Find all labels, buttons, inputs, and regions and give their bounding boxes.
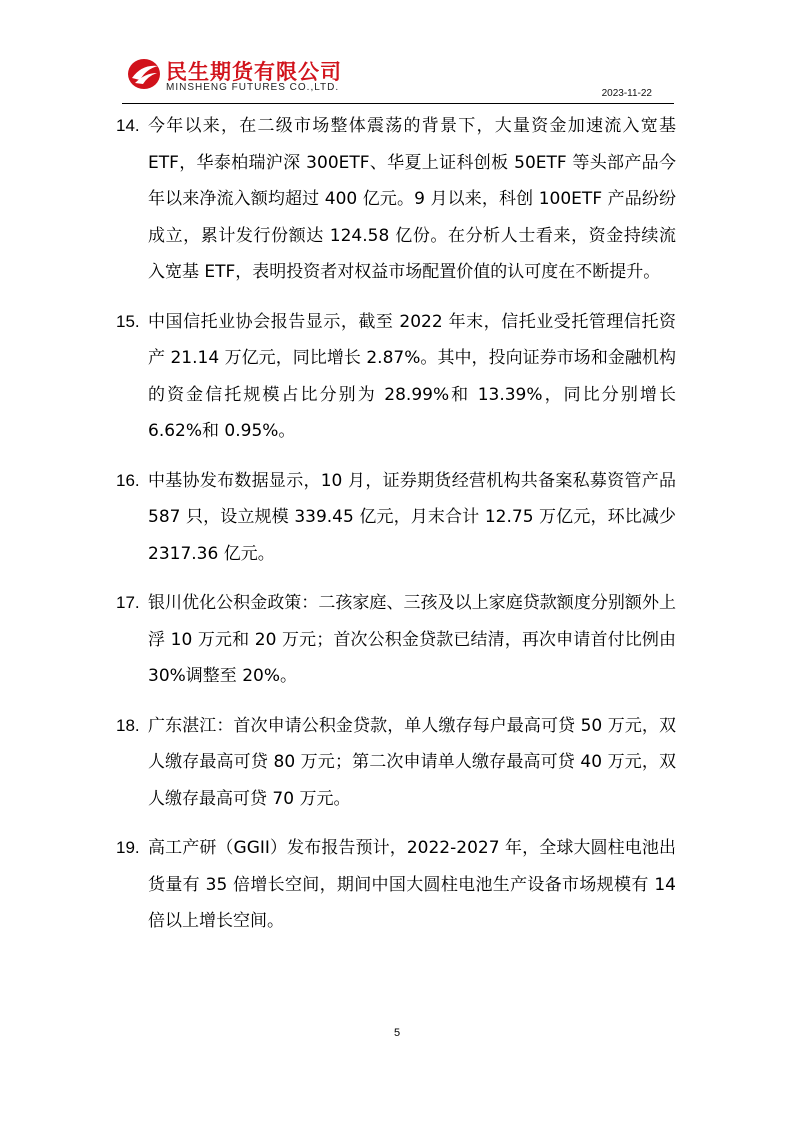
item-text: 中国信托业协会报告显示，截至 2022 年末，信托业受托管理信托资产 21.14 万亿元，同比增长 2.87%。其中，投向证券市场和金融机构的资金信托规模占比分别为 28.99%和 13.39%，同比分别增长 6.62%和 0.95%。 <box>148 311 676 441</box>
item-text: 中基协发布数据显示，10 月，证券期货经营机构共备案私募资管产品 587 只，设立规模 339.45 亿元，月末合计 12.75 万亿元，环比减少 2317.36 亿元。 <box>148 470 676 564</box>
news-item-16 <box>116 463 676 573</box>
item-text: 广东湛江：首次申请公积金贷款，单人缴存每户最高可贷 50 万元，双人缴存最高可贷 80 万元；第二次申请单人缴存最高可贷 40 万元，双人缴存最高可贷 70 万元。 <box>148 715 676 809</box>
news-item-19 <box>116 830 676 940</box>
item-number: 14. <box>116 116 140 135</box>
news-list <box>116 108 676 953</box>
item-number: 18. <box>116 715 140 735</box>
news-item-17 <box>116 585 676 695</box>
page-number: 5 <box>393 1027 401 1039</box>
item-number: 17. <box>116 593 140 612</box>
item-text: 银川优化公积金政策：二孩家庭、三孩及以上家庭贷款额度分别额外上浮 10 万元和 20 万元；首次公积金贷款已结清，再次申请首付比例由 30%调整至 20%。 <box>148 593 676 686</box>
company-logo <box>126 54 366 98</box>
item-text: 高工产研（GGII）发布报告预计，2022-2027 年，全球大圆柱电池出货量有 35 倍增长空间，期间中国大圆柱电池生产设备市场规模有 14 倍以上增长空间。 <box>148 838 676 931</box>
news-item-15 <box>116 304 676 450</box>
news-item-14 <box>116 108 676 291</box>
news-item-18 <box>116 708 676 818</box>
item-text: 今年以来，在二级市场整体震荡的背景下，大量资金加速流入宽基 ETF，华泰柏瑞沪深 300ETF、华夏上证科创板 50ETF 等头部产品今年以来净流入额均超过 400 亿元。9 月以来，科创 100ETF 产品纷纷成立，累计发行份额达 124.58 亿份。在分析人士看来，资金持续流入宽基 ETF，表明投资者对权益市场配置价值的认可度在不断提升。 <box>148 116 676 282</box>
report-date: 2023-11-22 <box>601 88 652 99</box>
item-number: 19. <box>116 838 140 857</box>
logo-mark-icon <box>126 56 162 92</box>
company-name-en: MINSHENG FUTURES CO.,LTD. <box>166 82 340 93</box>
item-number: 15. <box>116 311 140 331</box>
page-header <box>0 0 794 110</box>
item-number: 16. <box>116 470 140 490</box>
header-divider <box>122 103 674 104</box>
company-name-cn: 民生期货有限公司 <box>166 60 342 84</box>
